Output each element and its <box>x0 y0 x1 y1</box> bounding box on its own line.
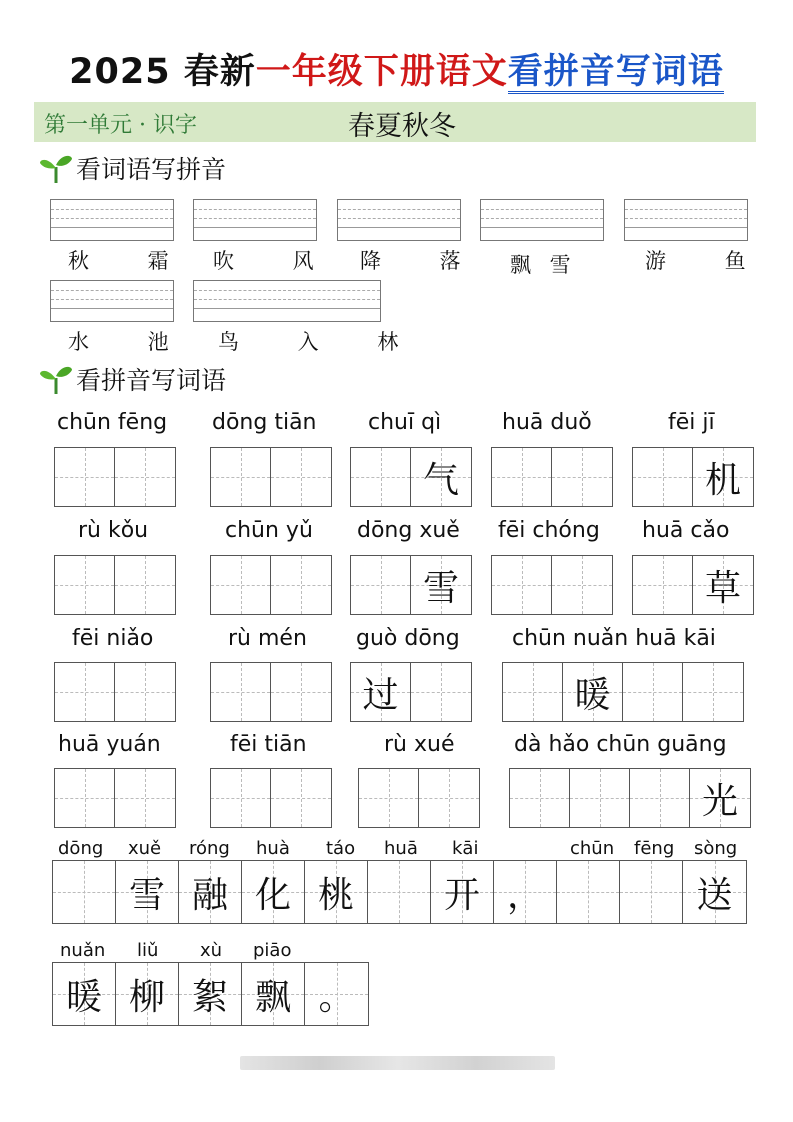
pinyin-label: chuī qì <box>368 410 442 435</box>
grid-cell[interactable] <box>570 769 630 827</box>
given-character <box>271 663 331 721</box>
grid-cell[interactable] <box>411 448 471 506</box>
grid-cell[interactable] <box>271 448 331 506</box>
grid-cell[interactable] <box>55 663 115 721</box>
given-character <box>271 448 331 506</box>
given-character <box>211 556 270 614</box>
sentence-pinyin: róng <box>189 838 230 859</box>
unit-bar <box>34 102 756 142</box>
word-label: 降 落 <box>360 249 487 273</box>
pinyin-answer-box[interactable] <box>480 199 604 241</box>
tianzige-grid[interactable] <box>210 768 332 828</box>
word-label: 游 鱼 <box>645 249 772 273</box>
sentence-pinyin: fēng <box>634 838 675 859</box>
sentence-pinyin: liǔ <box>137 940 159 961</box>
tianzige-grid[interactable] <box>350 555 472 615</box>
tianzige-grid[interactable] <box>210 447 332 507</box>
grid-cell[interactable] <box>53 963 116 1025</box>
given-character: 絮 <box>191 976 228 1018</box>
given-character: 雪 <box>422 567 459 609</box>
given-character <box>492 448 551 506</box>
sentence-grid[interactable] <box>52 860 747 924</box>
grid-cell[interactable] <box>305 963 368 1025</box>
given-character <box>368 861 430 923</box>
sentence-pinyin: xuě <box>128 838 162 859</box>
grid-cell[interactable] <box>179 963 242 1025</box>
given-character <box>552 556 612 614</box>
given-character: 柳 <box>128 976 165 1018</box>
tianzige-grid[interactable] <box>632 447 754 507</box>
pinyin-label: rù xué <box>384 732 455 757</box>
given-character <box>492 556 551 614</box>
given-character: 草 <box>704 567 741 609</box>
grid-cell[interactable] <box>683 861 746 923</box>
grid-cell[interactable] <box>115 769 175 827</box>
word-label: 秋 霜 <box>68 249 195 273</box>
grid-cell[interactable] <box>492 556 552 614</box>
given-character <box>570 769 629 827</box>
sentence-pinyin: chūn <box>570 838 615 859</box>
pinyin-label: fēi chóng <box>498 518 600 543</box>
tianzige-grid[interactable] <box>54 555 176 615</box>
given-character <box>411 663 471 721</box>
pinyin-label: chūn fēng <box>57 410 168 435</box>
tianzige-grid[interactable] <box>54 662 176 722</box>
given-character <box>623 663 682 721</box>
grid-cell[interactable] <box>305 861 368 923</box>
grid-cell[interactable] <box>368 861 431 923</box>
grid-cell[interactable] <box>620 861 683 923</box>
grid-cell[interactable] <box>271 769 331 827</box>
given-character: 桃 <box>317 874 354 916</box>
pinyin-label: dōng tiān <box>212 410 317 435</box>
grid-cell[interactable] <box>494 861 557 923</box>
tianzige-grid[interactable] <box>358 768 480 828</box>
given-character: 化 <box>254 874 291 916</box>
given-character <box>55 769 114 827</box>
given-character <box>510 769 569 827</box>
given-character <box>351 556 410 614</box>
pinyin-label: dōng xuě <box>357 518 460 543</box>
given-character <box>55 663 114 721</box>
sentence-pinyin: huā <box>384 838 418 859</box>
sentence-pinyin: dōng <box>58 838 104 859</box>
given-character <box>271 769 331 827</box>
grid-cell[interactable] <box>552 556 612 614</box>
pinyin-label: guò dōng <box>356 626 460 651</box>
given-character <box>115 769 175 827</box>
sentence-pinyin: sòng <box>694 838 738 859</box>
given-character <box>55 448 114 506</box>
title-grade: 一年级下册语文 <box>255 52 508 92</box>
grid-cell[interactable] <box>411 663 471 721</box>
grid-cell[interactable] <box>411 556 471 614</box>
tianzige-grid[interactable] <box>210 662 332 722</box>
given-character: 雪 <box>128 874 165 916</box>
tianzige-grid[interactable] <box>491 447 613 507</box>
tianzige-grid[interactable] <box>491 555 613 615</box>
grid-cell[interactable] <box>351 448 411 506</box>
tianzige-grid[interactable] <box>632 555 754 615</box>
sentence-pinyin: piāo <box>253 940 292 961</box>
pinyin-label: dà hǎo chūn guāng <box>514 732 727 757</box>
tianzige-grid[interactable] <box>350 662 472 722</box>
given-character <box>211 769 270 827</box>
grid-cell[interactable] <box>55 448 115 506</box>
given-character <box>630 769 689 827</box>
grid-cell[interactable] <box>115 448 175 506</box>
given-character: 开 <box>443 874 480 916</box>
given-character <box>683 663 743 721</box>
word-label: 水 池 <box>68 330 195 354</box>
given-character <box>115 663 175 721</box>
grid-cell[interactable] <box>630 769 690 827</box>
pinyin-answer-box[interactable] <box>337 199 461 241</box>
lesson-title: 春夏秋冬 <box>348 111 456 142</box>
grid-cell[interactable] <box>116 861 179 923</box>
given-character: 融 <box>191 874 228 916</box>
given-character: 光 <box>701 780 738 822</box>
pinyin-answer-box[interactable] <box>624 199 748 241</box>
given-character <box>115 556 175 614</box>
grid-cell[interactable] <box>693 448 753 506</box>
blurred-footer <box>240 1056 555 1070</box>
given-character <box>211 448 270 506</box>
grid-cell[interactable] <box>351 663 411 721</box>
given-character: 过 <box>362 674 399 716</box>
grid-cell[interactable] <box>563 663 623 721</box>
given-character: 暖 <box>65 976 102 1018</box>
grid-cell[interactable] <box>242 963 305 1025</box>
given-character: 送 <box>696 874 733 916</box>
sprout-icon <box>38 364 74 394</box>
given-character <box>115 448 175 506</box>
grid-cell[interactable] <box>179 861 242 923</box>
given-character <box>53 861 115 923</box>
sprout-icon <box>38 153 74 183</box>
sentence-pinyin: nuǎn <box>60 940 106 961</box>
grid-cell[interactable] <box>510 769 570 827</box>
pinyin-label: huā yuán <box>58 732 161 757</box>
word-label: 吹 风 <box>213 249 340 273</box>
given-character <box>359 769 418 827</box>
tianzige-grid[interactable] <box>54 447 176 507</box>
grid-cell[interactable] <box>633 448 693 506</box>
grid-cell[interactable] <box>211 769 271 827</box>
title-year: 2025 春新 <box>69 52 256 92</box>
grid-cell[interactable] <box>431 861 494 923</box>
pinyin-label: chūn yǔ <box>225 518 313 543</box>
sentence-pinyin: huà <box>256 838 290 859</box>
grid-cell[interactable] <box>271 556 331 614</box>
grid-cell[interactable] <box>419 769 479 827</box>
given-character: 飘 <box>254 976 291 1018</box>
pinyin-label: huā cǎo <box>642 518 730 543</box>
given-character <box>351 448 410 506</box>
pinyin-label: rù mén <box>228 626 307 651</box>
grid-cell[interactable] <box>242 861 305 923</box>
grid-cell[interactable] <box>683 663 743 721</box>
given-character: 暖 <box>574 674 611 716</box>
given-character <box>55 556 114 614</box>
word-label: 飘 雪 <box>510 253 577 277</box>
grid-cell[interactable] <box>116 963 179 1025</box>
grid-cell[interactable] <box>211 448 271 506</box>
given-character <box>552 448 612 506</box>
sentence-pinyin: táo <box>326 838 356 859</box>
tianzige-grid[interactable] <box>350 447 472 507</box>
grid-cell[interactable] <box>690 769 750 827</box>
sentence-pinyin: kāi <box>452 838 479 859</box>
tianzige-grid[interactable] <box>54 768 176 828</box>
grid-cell[interactable] <box>623 663 683 721</box>
grid-cell[interactable] <box>359 769 419 827</box>
grid-cell[interactable] <box>55 769 115 827</box>
given-character <box>419 769 479 827</box>
word-label: 鸟 入 林 <box>218 330 425 354</box>
pinyin-answer-box[interactable] <box>50 280 174 322</box>
grid-cell[interactable] <box>115 663 175 721</box>
given-character: 气 <box>422 459 459 501</box>
pinyin-answer-box[interactable] <box>193 199 317 241</box>
pinyin-answer-box[interactable] <box>193 280 381 322</box>
grid-cell[interactable] <box>271 663 331 721</box>
grid-cell[interactable] <box>552 448 612 506</box>
title-topic: 看拼音写词语 <box>507 52 724 92</box>
section-heading-write-pinyin: 看词语写拼音 <box>38 150 226 186</box>
given-character <box>211 663 270 721</box>
pinyin-label: chūn nuǎn huā kāi <box>512 626 716 651</box>
pinyin-label: fēi niǎo <box>72 626 154 651</box>
grid-cell[interactable] <box>693 556 753 614</box>
pinyin-label: rù kǒu <box>78 518 149 543</box>
section-heading-write-words: 看拼音写词语 <box>38 361 226 397</box>
pinyin-answer-box[interactable] <box>50 199 174 241</box>
pinyin-label: fēi jī <box>668 410 715 435</box>
grid-cell[interactable] <box>55 556 115 614</box>
given-character <box>271 556 331 614</box>
grid-cell[interactable] <box>503 663 563 721</box>
grid-cell[interactable] <box>633 556 693 614</box>
given-character <box>633 448 692 506</box>
tianzige-grid[interactable] <box>502 662 744 722</box>
pinyin-label: huā duǒ <box>502 410 592 435</box>
tianzige-grid[interactable] <box>509 768 751 828</box>
given-character <box>557 861 619 923</box>
grid-cell[interactable] <box>211 556 271 614</box>
given-character: ， <box>506 874 543 916</box>
page-title <box>0 44 793 94</box>
given-character <box>620 861 682 923</box>
given-character <box>633 556 692 614</box>
grid-cell[interactable] <box>557 861 620 923</box>
grid-cell[interactable] <box>53 861 116 923</box>
grid-cell[interactable] <box>492 448 552 506</box>
given-character <box>503 663 562 721</box>
grid-cell[interactable] <box>351 556 411 614</box>
tianzige-grid[interactable] <box>210 555 332 615</box>
grid-cell[interactable] <box>115 556 175 614</box>
pinyin-label: fēi tiān <box>230 732 307 757</box>
given-character: 。 <box>318 976 355 1018</box>
grid-cell[interactable] <box>211 663 271 721</box>
sentence-pinyin: xù <box>200 940 223 961</box>
given-character: 机 <box>704 459 741 501</box>
sentence-grid[interactable] <box>52 962 369 1026</box>
unit-label: 第一单元 · 识字 <box>44 113 197 138</box>
